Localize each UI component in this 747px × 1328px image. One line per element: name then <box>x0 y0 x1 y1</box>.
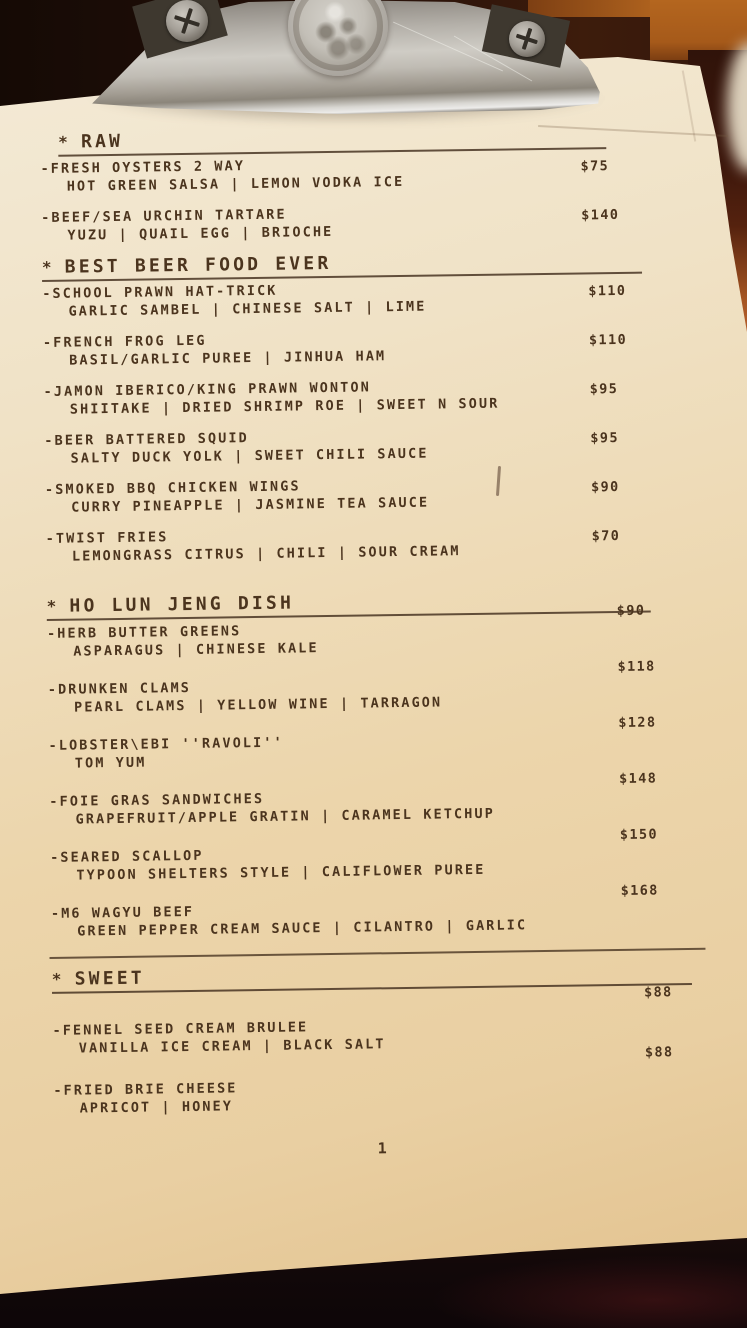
item-name: -HERB BUTTER GREENS <box>46 623 242 642</box>
menu-item <box>41 200 697 245</box>
section-title: RAW <box>80 130 124 153</box>
wood-edge-strip <box>528 0 668 17</box>
item-price: $95 <box>590 429 620 447</box>
menu-item <box>49 770 705 829</box>
menu-item <box>44 374 700 419</box>
section-title: BEST BEER FOOD EVER <box>64 252 332 278</box>
item-price: $95 <box>589 380 619 398</box>
item-name: -SCHOOL PRAWN HAT-TRICK <box>42 282 278 302</box>
menu-item <box>48 714 704 773</box>
page-number: 1 <box>377 1139 387 1158</box>
menu-item <box>44 423 700 468</box>
item-name: -SEARED SCALLOP <box>50 847 204 866</box>
item-desc: ASPARAGUS | CHINESE KALE <box>73 640 319 660</box>
item-name: -JAMON IBERICO/KING PRAWN WONTON <box>43 379 372 400</box>
item-desc: HOT GREEN SALSA | LEMON VODKA ICE <box>66 173 405 195</box>
menu-item <box>43 325 699 370</box>
item-desc: GREEN PEPPER CREAM SAUCE | CILANTRO | GARLIC <box>77 917 528 940</box>
table-background-bottom-glow <box>430 1255 747 1328</box>
item-name: -SMOKED BBQ CHICKEN WINGS <box>44 478 301 498</box>
item-desc: TYPOON SHELTERS STYLE | CALIFLOWER PUREE <box>76 861 486 884</box>
item-desc: TOM YUM <box>74 754 147 772</box>
item-name: -FRESH OYSTERS 2 WAY <box>40 158 246 177</box>
section-header <box>46 588 650 621</box>
section-bullet: * <box>51 969 65 989</box>
item-desc: VANILLA ICE CREAM | BLACK SALT <box>78 1036 386 1057</box>
menu-item <box>46 521 702 566</box>
item-desc: PEARL CLAMS | YELLOW WINE | TARRAGON <box>73 694 443 716</box>
menu-item <box>50 826 706 885</box>
section-title: SWEET <box>74 967 146 990</box>
section-title: HO LUN JENG DISH <box>69 592 295 617</box>
item-desc: SHIITAKE | DRIED SHRIMP ROE | SWEET N SOUR <box>69 395 500 418</box>
item-price: $90 <box>590 478 620 496</box>
menu-item <box>42 276 698 321</box>
item-desc: BASIL/GARLIC PUREE | JINHUA HAM <box>69 348 387 369</box>
menu-item <box>45 472 701 517</box>
item-price: $150 <box>619 826 659 843</box>
item-name: -FRENCH FROG LEG <box>42 332 207 351</box>
item-price: $88 <box>643 984 673 1001</box>
menu-sections <box>40 123 710 1118</box>
screw-icon <box>509 21 545 57</box>
item-price: $110 <box>588 282 627 300</box>
item-desc: APRICOT | HONEY <box>79 1098 234 1117</box>
item-price: $75 <box>580 158 610 175</box>
menu-content <box>40 123 710 1162</box>
item-desc: GRAPEFRUIT/APPLE GRATIN | CARAMEL KETCHUP <box>75 805 496 828</box>
item-price: $128 <box>618 714 657 731</box>
item-price: $88 <box>644 1044 674 1061</box>
menu-section <box>42 248 702 566</box>
section-items <box>52 984 709 1118</box>
menu-item <box>52 984 708 1058</box>
item-price: $90 <box>616 602 646 619</box>
menu-section <box>52 948 710 1118</box>
section-bullet: * <box>41 257 55 277</box>
menu-item <box>40 151 696 196</box>
menu-item <box>47 658 704 717</box>
item-desc: LEMONGRASS CITRUS | CHILI | SOUR CREAM <box>71 543 461 565</box>
item-price: $118 <box>617 658 656 675</box>
section-bullet: * <box>58 132 72 152</box>
item-price: $70 <box>591 527 621 545</box>
item-price: $148 <box>618 770 658 787</box>
section-items <box>42 276 702 566</box>
menu-section <box>40 123 698 245</box>
item-price: $140 <box>581 206 620 224</box>
item-name: -FRIED BRIE CHEESE <box>53 1080 238 1099</box>
section-bullet: * <box>46 596 60 616</box>
menu-section <box>46 587 707 941</box>
screw-icon <box>166 0 208 42</box>
item-desc: SALTY DUCK YOLK | SWEET CHILI SAUCE <box>70 445 429 467</box>
item-name: -M6 WAGYU BEEF <box>50 903 195 922</box>
item-name: -BEEF/SEA URCHIN TARTARE <box>41 206 287 226</box>
item-name: -LOBSTER\EBI ''RAVOLI'' <box>48 734 284 754</box>
item-name: -FOIE GRAS SANDWICHES <box>49 790 265 810</box>
item-desc: YUZU | QUAIL EGG | BRIOCHE <box>67 223 334 244</box>
item-name: -BEER BATTERED SQUID <box>44 430 249 449</box>
item-name: -DRUNKEN CLAMS <box>47 679 192 698</box>
item-price: $168 <box>620 882 659 899</box>
menu-item <box>50 882 707 941</box>
section-items <box>40 151 697 245</box>
item-price: $110 <box>588 331 628 349</box>
item-name: -TWIST FRIES <box>45 529 169 547</box>
item-name: -FENNEL SEED CREAM BRULEE <box>52 1019 309 1039</box>
section-separator-line <box>50 948 706 959</box>
item-desc: CURRY PINEAPPLE | JASMINE TEA SAUCE <box>71 494 430 516</box>
section-header <box>52 960 692 994</box>
item-desc: GARLIC SAMBEL | CHINESE SALT | LIME <box>68 298 427 320</box>
